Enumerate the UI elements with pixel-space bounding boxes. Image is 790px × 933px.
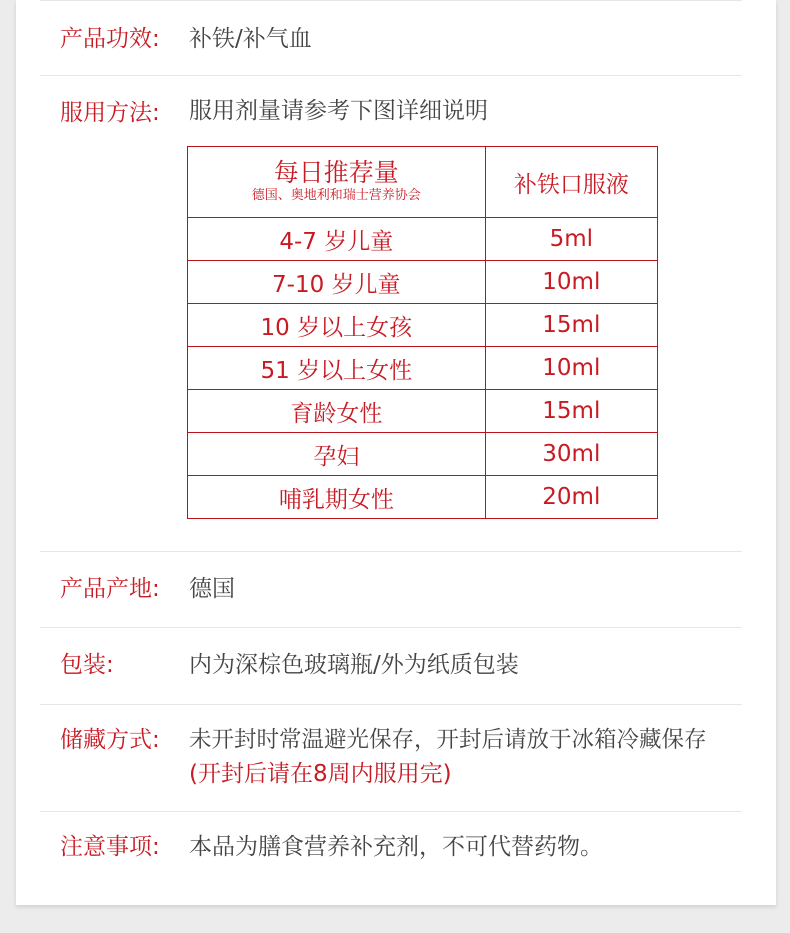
efficacy-label: 产品功效: [60,26,160,52]
dose-cell: 5ml [485,218,657,261]
dosage-table [187,146,658,519]
table-row [188,433,658,476]
divider [40,0,742,1]
group-cell: 4-7 岁儿童 [188,218,486,261]
notice-label: 注意事项: [60,834,160,860]
dose-cell: 10ml [485,347,657,390]
divider [40,75,742,76]
table-row [188,261,658,304]
group-cell: 哺乳期女性 [188,476,486,519]
product-header: 补铁口服液 [485,147,657,218]
dose-cell: 20ml [485,476,657,519]
group-cell: 育龄女性 [188,390,486,433]
notice-value: 本品为膳食营养补充剂，不可代替药物。 [189,834,603,860]
origin-label: 产品产地: [60,576,160,602]
recommended-header-source: 德国、奥地利和瑞士营养协会 [251,188,421,203]
dose-cell: 15ml [485,390,657,433]
storage-value: 未开封时常温避光保存，开封后请放于冰箱冷藏保存 [189,727,707,753]
dose-cell: 30ml [485,433,657,476]
group-cell: 7-10 岁儿童 [188,261,486,304]
dosage-table-header [188,147,658,218]
divider [40,811,742,812]
table-row [188,304,658,347]
divider [40,627,742,628]
dose-cell: 10ml [485,261,657,304]
origin-value: 德国 [189,576,235,602]
storage-label: 储藏方式: [60,727,160,753]
storage-note: (开封后请在8周内服用完) [189,761,452,787]
recommended-header-title: 每日推荐量 [273,158,399,187]
efficacy-value: 补铁/补气血 [189,26,312,52]
group-cell: 孕妇 [188,433,486,476]
dose-cell: 15ml [485,304,657,347]
usage-label: 服用方法: [60,100,160,126]
recommended-header [188,147,486,218]
divider [40,551,742,552]
packaging-label: 包装: [60,652,114,678]
table-row [188,390,658,433]
group-cell: 10 岁以上女孩 [188,304,486,347]
group-cell: 51 岁以上女性 [188,347,486,390]
table-row [188,347,658,390]
table-row [188,218,658,261]
divider [40,704,742,705]
table-row [188,476,658,519]
usage-value: 服用剂量请参考下图详细说明 [189,98,488,124]
packaging-value: 内为深棕色玻璃瓶/外为纸质包装 [189,652,519,678]
